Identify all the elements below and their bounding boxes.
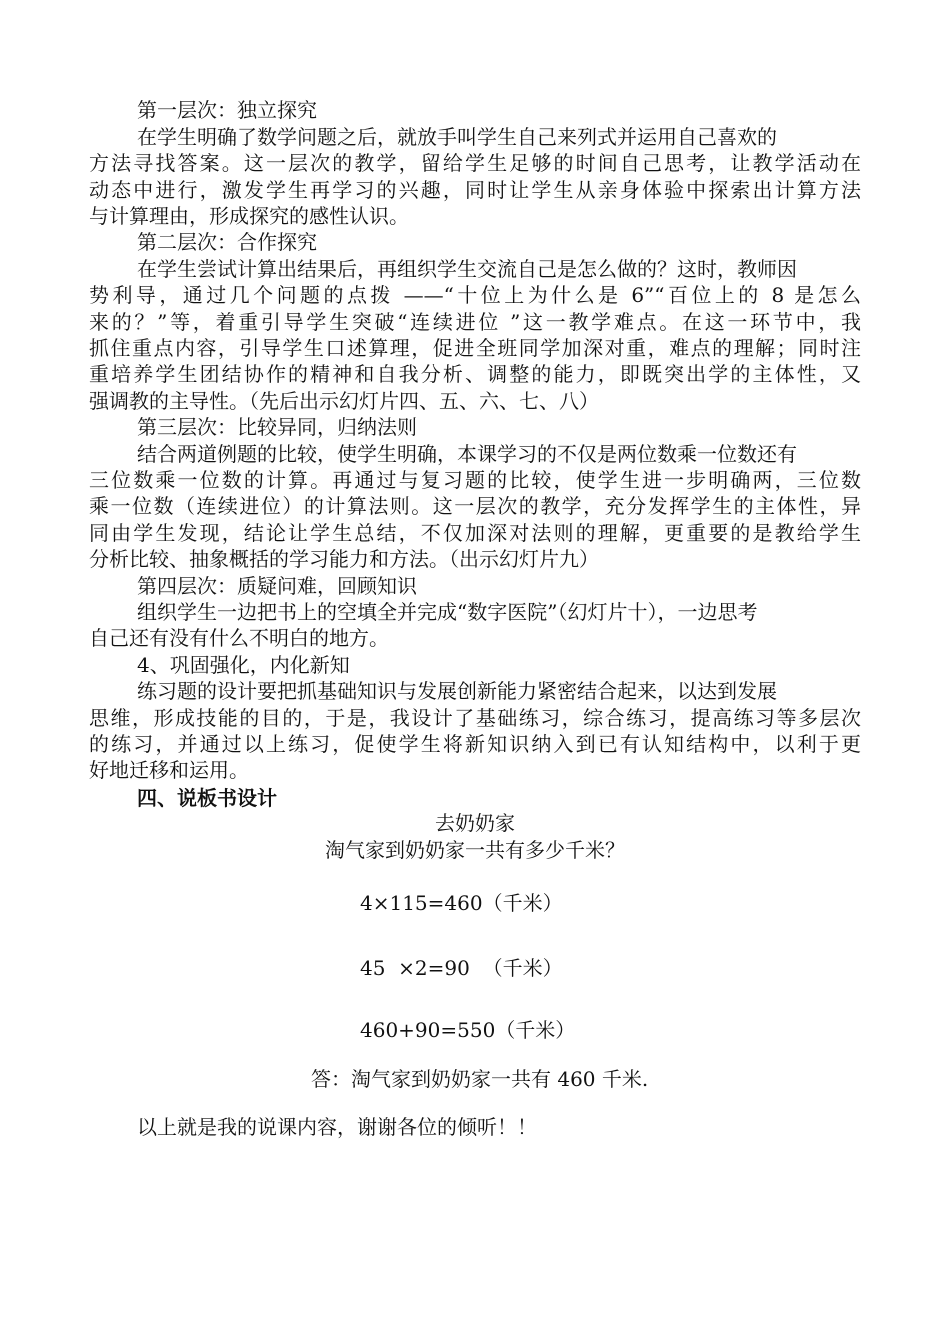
closing-remark: 以上就是我的说课内容，谢谢各位的倾听！！ bbox=[137, 1115, 537, 1139]
paragraph-line: 强调教的主导性。（先后出示幻灯片四、五、六、七、八） bbox=[89, 389, 599, 413]
equation-1: 4×115=460（千米） bbox=[360, 891, 563, 915]
equation-3: 460+90=550（千米） bbox=[360, 1018, 576, 1042]
paragraph-line: 自己还有没有什么不明白的地方。 bbox=[89, 626, 389, 650]
paragraph-line: 三位数乘一位数的计算。再通过与复习题的比较，使学生进一步明确两，三位数 bbox=[89, 468, 861, 492]
equation-2: 45 ×2=90 （千米） bbox=[360, 956, 563, 980]
board-answer: 答：淘气家到奶奶家一共有 460 千米. bbox=[311, 1067, 649, 1091]
paragraph-line: 重培养学生团结协作的精神和自我分析、调整的能力，即既突出学的主体性，又 bbox=[89, 362, 861, 386]
paragraph-line: 方法寻找答案。这一层次的教学，留给学生足够的时间自己思考，让教学活动在 bbox=[89, 151, 861, 175]
paragraph-line: 与计算理由，形成探究的感性认识。 bbox=[89, 204, 409, 228]
paragraph-line: 的练习，并通过以上练习，促使学生将新知识纳入到已有认知结构中，以利于更 bbox=[89, 732, 861, 756]
paragraph-line: 势利导，通过几个问题的点拨 ——“十位上为什么是 6”“百位上的 8 是怎么 bbox=[89, 283, 861, 307]
level3-heading: 第三层次：比较异同，归纳法则 bbox=[137, 415, 417, 439]
section4-heading: 4、巩固强化，内化新知 bbox=[137, 653, 350, 677]
level1-heading: 第一层次：独立探究 bbox=[137, 98, 317, 122]
paragraph-line: 好地迁移和运用。 bbox=[89, 758, 249, 782]
paragraph-line: 练习题的设计要把抓基础知识与发展创新能力紧密结合起来，以达到发展 bbox=[137, 679, 777, 703]
paragraph-line: 乘一位数（连续进位）的计算法则。这一层次的教学，充分发挥学生的主体性，异 bbox=[89, 494, 861, 518]
paragraph-line: 动态中进行，激发学生再学习的兴趣，同时让学生从亲身体验中探索出计算方法 bbox=[89, 178, 861, 202]
paragraph-line: 思维，形成技能的目的，于是，我设计了基础练习，综合练习，提高练习等多层次 bbox=[89, 706, 861, 730]
level2-heading: 第二层次：合作探究 bbox=[137, 230, 317, 254]
paragraph-line: 同由学生发现，结论让学生总结，不仅加深对法则的理解，更重要的是教给学生 bbox=[89, 521, 861, 545]
paragraph-line: 结合两道例题的比较，使学生明确，本课学习的不仅是两位数乘一位数还有 bbox=[137, 442, 797, 466]
level4-heading: 第四层次：质疑问难，回顾知识 bbox=[137, 574, 417, 598]
paragraph-line: 在学生尝试计算出结果后，再组织学生交流自己是怎么做的？这时，教师因 bbox=[137, 257, 797, 281]
board-design-heading: 四、说板书设计 bbox=[137, 786, 277, 810]
paragraph-line: 分析比较、抽象概括的学习能力和方法。（出示幻灯片九） bbox=[89, 547, 599, 571]
paragraph-line: 在学生明确了数学问题之后，就放手叫学生自己来列式并运用自己喜欢的 bbox=[137, 125, 777, 149]
board-title: 去奶奶家 bbox=[435, 811, 515, 835]
board-question: 淘气家到奶奶家一共有多少千米？ bbox=[325, 838, 625, 862]
paragraph-line: 抓住重点内容，引导学生口述算理，促进全班同学加深对重，难点的理解；同时注 bbox=[89, 336, 861, 360]
paragraph-line: 组织学生一边把书上的空填全并完成“数字医院”（幻灯片十），一边思考 bbox=[137, 600, 758, 624]
paragraph-line: 来的？”等，着重引导学生突破“连续进位 ”这一教学难点。在这一环节中，我 bbox=[89, 310, 861, 334]
